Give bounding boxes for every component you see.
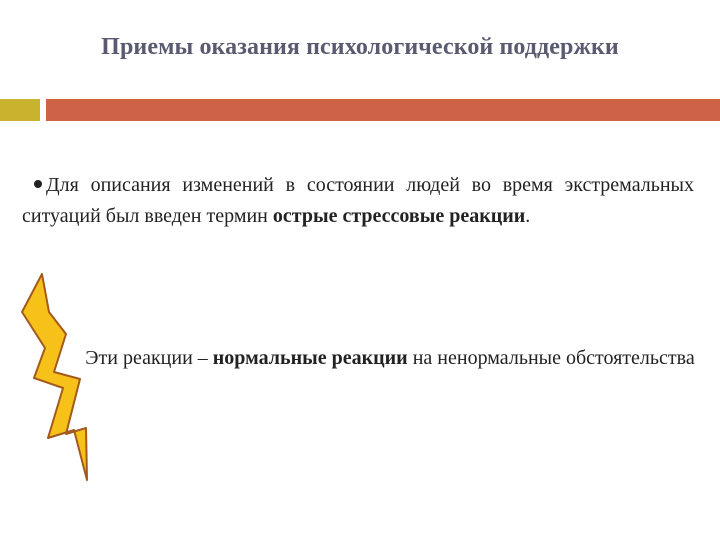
title-divider-bar [46,99,720,121]
bullet-end: . [525,205,531,227]
bullet-dot-icon [34,180,42,188]
note-suffix: на ненормальные обстоятельства [407,347,695,369]
slide-title: Приемы оказания психологической поддержки [101,34,619,60]
bullet-term: острые стрессовые реакции [272,205,526,227]
bullet-text: Для описания изменений в состоянии людей во время экстремальных ситуаций был введен термин [22,174,694,227]
note-paragraph [60,344,720,373]
note-prefix: Эти реакции – [85,347,213,369]
bullet-paragraph [22,170,694,232]
title-divider-accent [0,99,40,121]
lightning-bolt-icon [16,268,106,484]
lightning-bolt-shape [22,274,87,480]
note-term: нормальные реакции [212,347,408,369]
